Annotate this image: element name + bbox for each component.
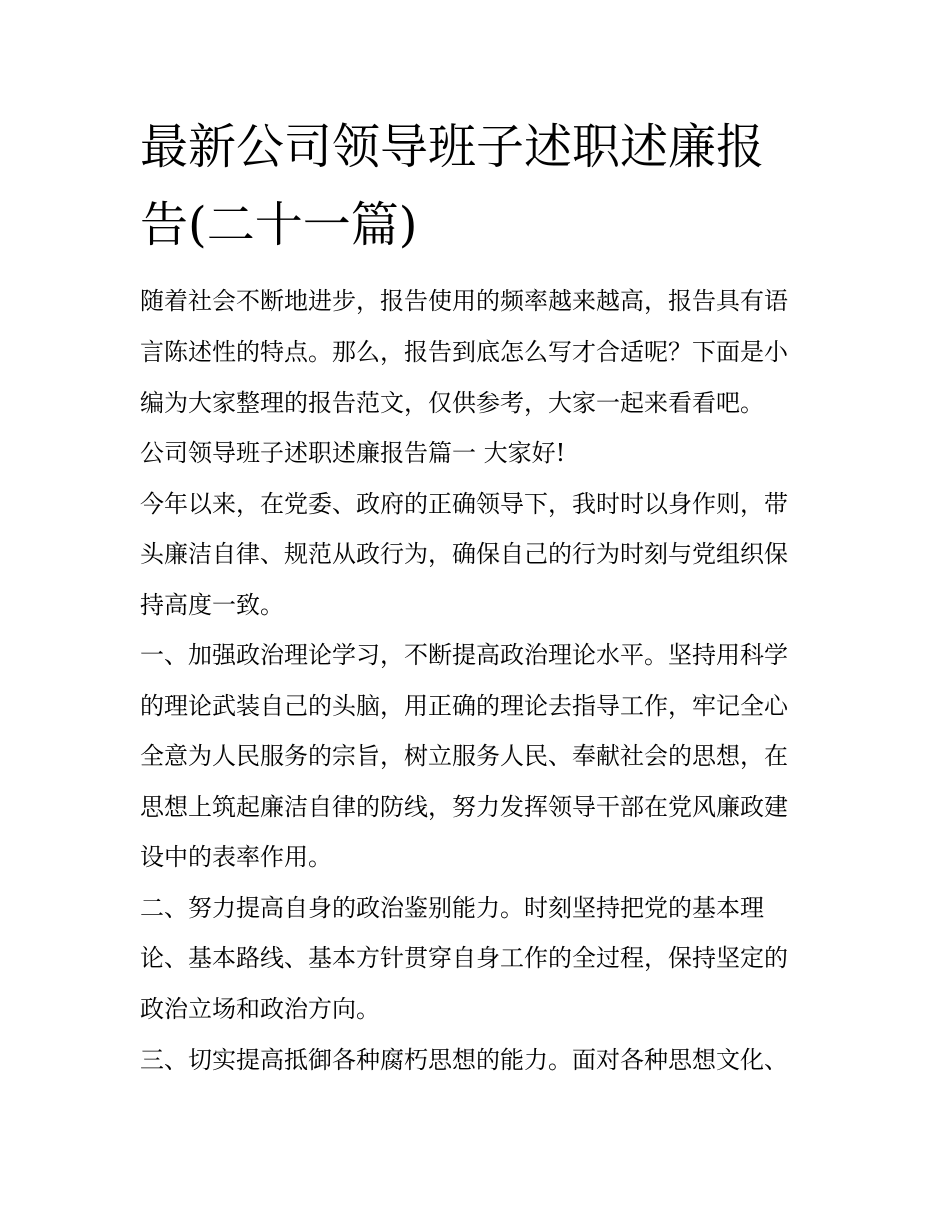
- body-line-4: 公司领导班子述职述廉报告篇一 大家好!: [140, 439, 566, 467]
- body-line-11: 思想上筑起廉洁自律的防线，努力发挥领导干部在党风廉政建: [140, 793, 788, 821]
- document-title-line-2: 告(二十一篇): [140, 197, 418, 253]
- body-line-2: 言陈述性的特点。那么，报告到底怎么写才合适呢？下面是小: [140, 338, 788, 366]
- document-title-line-1: 最新公司领导班子述职述廉报: [140, 119, 765, 175]
- body-line-1: 随着社会不断地进步，报告使用的频率越来越高，报告具有语: [140, 287, 788, 315]
- body-line-12: 设中的表率作用。: [140, 843, 332, 871]
- body-line-16: 三、切实提高抵御各种腐朽思想的能力。面对各种思想文化、: [140, 1046, 788, 1074]
- body-line-13: 二、努力提高自身的政治鉴别能力。时刻坚持把党的基本理: [140, 894, 764, 922]
- body-line-10: 全意为人民服务的宗旨，树立服务人民、奉献社会的思想，在: [140, 742, 788, 770]
- body-line-8: 一、加强政治理论学习，不断提高政治理论水平。坚持用科学: [140, 641, 788, 669]
- body-line-9: 的理论武装自己的头脑，用正确的理论去指导工作，牢记全心: [140, 692, 788, 720]
- body-line-6: 头廉洁自律、规范从政行为，确保自己的行为时刻与党组织保: [140, 540, 788, 568]
- body-line-15: 政治立场和政治方向。: [140, 995, 380, 1023]
- body-line-7: 持高度一致。: [140, 591, 284, 619]
- body-line-14: 论、基本路线、基本方针贯穿自身工作的全过程，保持坚定的: [140, 944, 788, 972]
- body-line-3: 编为大家整理的报告范文，仅供参考，大家一起来看看吧。: [140, 389, 764, 417]
- body-line-5: 今年以来，在党委、政府的正确领导下，我时时以身作则，带: [140, 490, 788, 518]
